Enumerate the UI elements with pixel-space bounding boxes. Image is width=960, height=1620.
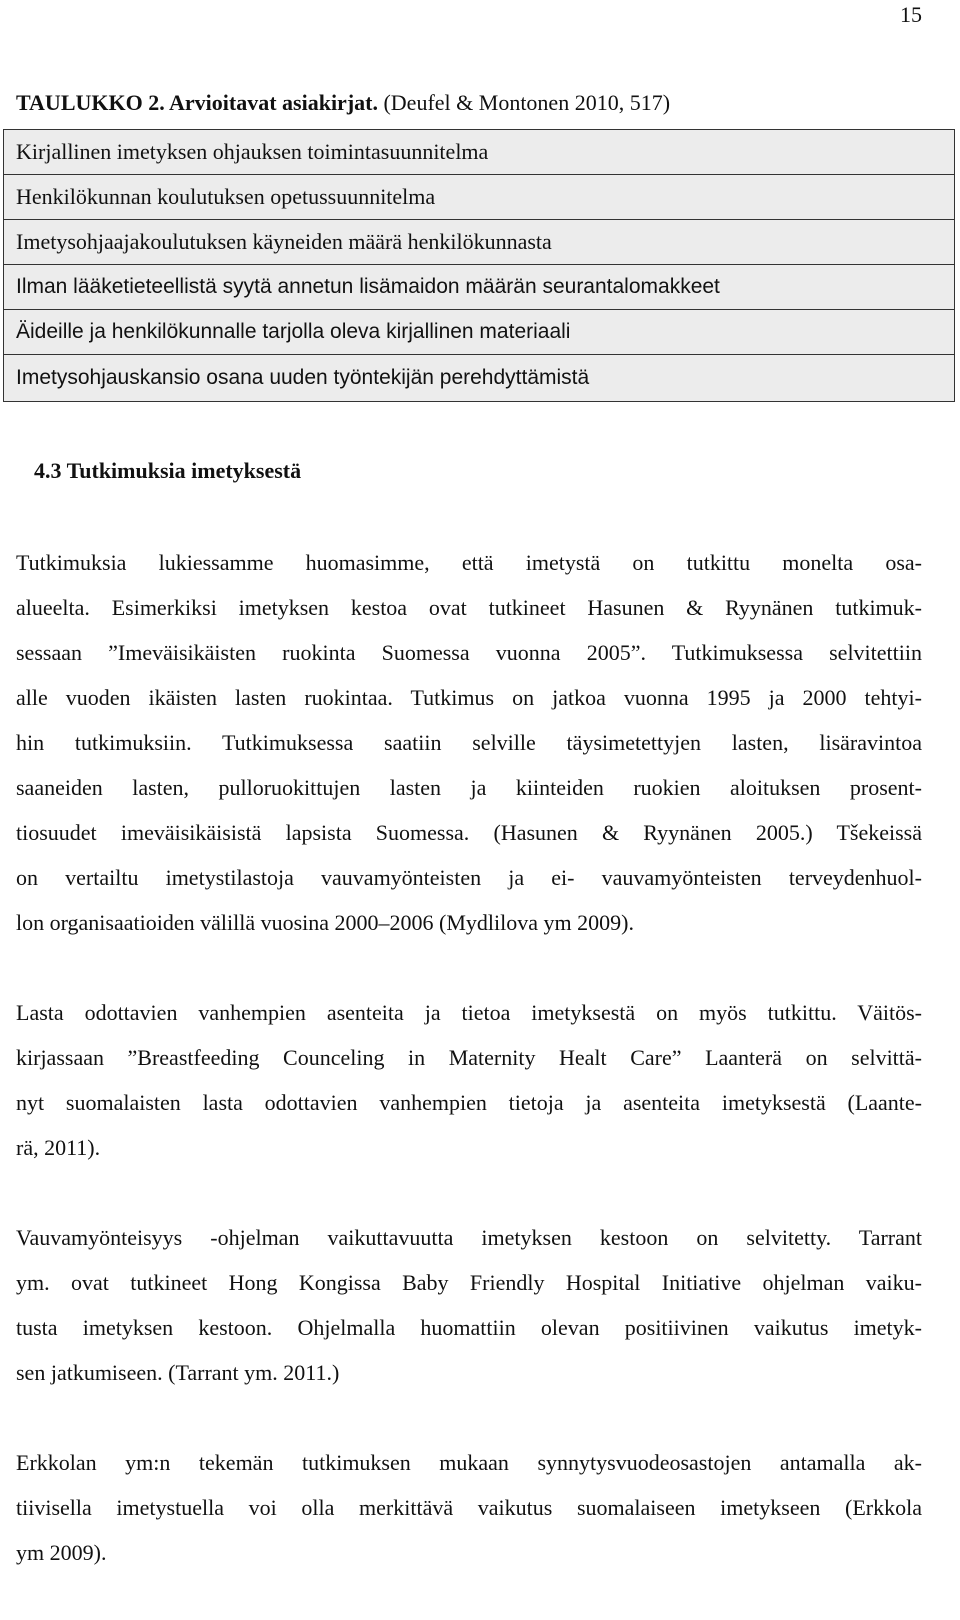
table-cell: Äideille ja henkilökunnalle tarjolla oleva kirjallinen materiaali — [4, 310, 955, 355]
table-cell: Henkilökunnan koulutuksen opetussuunnitelma — [4, 175, 955, 220]
table-cell: Ilman lääketieteellistä syytä annetun lisämaidon määrän seurantalomakkeet — [4, 265, 955, 310]
table-row — [4, 265, 955, 310]
text-line: tiosuudet imeväisikäisistä lapsista Suomessa. (Hasunen & Ryynänen 2005.) Tšekeissä — [16, 820, 922, 845]
text-line: Lasta odottavien vanhempien asenteita ja tietoa imetyksestä on myös tutkittu. Väitös- — [16, 1000, 922, 1025]
text-line: Erkkolan ym:n tekemän tutkimuksen mukaan synnytysvuodeosastojen antamalla ak- — [16, 1450, 922, 1475]
table-caption-source: (Deufel & Montonen 2010, 517) — [377, 90, 671, 115]
section-heading: 4.3 Tutkimuksia imetyksestä — [34, 458, 302, 483]
text-line: tusta imetyksen kestoon. Ohjelmalla huomattiin olevan positiivinen vaikutus imetyk- — [16, 1315, 922, 1340]
text-line: alueelta. Esimerkiksi imetyksen kestoa ovat tutkineet Hasunen & Ryynänen tutkimuk- — [16, 595, 922, 620]
text-line: saaneiden lasten, pulloruokittujen lasten ja kiinteiden ruokien aloituksen prosent- — [16, 775, 922, 800]
text-line: ym 2009). — [16, 1540, 107, 1565]
table-row — [4, 175, 955, 220]
paragraph-parent-attitudes — [16, 990, 922, 1170]
text-line: rä, 2011). — [16, 1135, 101, 1160]
table-caption-label: TAULUKKO 2. Arvioitavat asiakirjat. — [16, 90, 378, 115]
text-line: sen jatkumiseen. (Tarrant ym. 2011.) — [16, 1360, 340, 1385]
page-number: 15 — [900, 2, 922, 27]
table-cell: Imetysohjauskansio osana uuden työntekijän perehdyttämistä — [4, 355, 955, 402]
table-row — [4, 130, 955, 175]
table-row — [4, 355, 955, 402]
text-line: ym. ovat tutkineet Hong Kongissa Baby Friendly Hospital Initiative ohjelman vaiku- — [16, 1270, 922, 1295]
text-line: Vauvamyönteisyys -ohjelman vaikuttavuutta imetyksen kestoon on selvitetty. Tarrant — [16, 1225, 922, 1250]
table-caption — [16, 90, 916, 116]
paragraph-baby-friendly — [16, 1215, 922, 1395]
paragraph-research-overview — [16, 540, 922, 945]
text-line: lon organisaatioiden välillä vuosina 2000–2006 (Mydlilova ym 2009). — [16, 910, 634, 935]
text-line: on vertailtu imetystilastoja vauvamyönteisten ja ei- vauvamyönteisten terveydenhuol- — [16, 865, 922, 890]
table-row — [4, 220, 955, 265]
text-line: alle vuoden ikäisten lasten ruokintaa. Tutkimus on jatkoa vuonna 1995 ja 2000 tehtyi- — [16, 685, 922, 710]
text-line: hin tutkimuksiin. Tutkimuksessa saatiin selville täysimetettyjen lasten, lisäravintoa — [16, 730, 922, 755]
text-line: tiivisella imetystuella voi olla merkittävä vaikutus suomalaiseen imetykseen (Erkkola — [16, 1495, 922, 1520]
text-line: kirjassaan ”Breastfeeding Counceling in Maternity Healt Care” Laanterä on selvittä- — [16, 1045, 922, 1070]
table-cell: Kirjallinen imetyksen ohjauksen toimintasuunnitelma — [4, 130, 955, 175]
documents-table — [3, 129, 955, 402]
table-row — [4, 310, 955, 355]
text-line: nyt suomalaisten lasta odottavien vanhempien tietoja ja asenteita imetyksestä (Laante- — [16, 1090, 922, 1115]
text-line: sessaan ”Imeväisikäisten ruokinta Suomessa vuonna 2005”. Tutkimuksessa selvitettiin — [16, 640, 922, 665]
paragraph-erkkola — [16, 1440, 922, 1575]
table-cell: Imetysohjaajakoulutuksen käyneiden määrä henkilökunnasta — [4, 220, 955, 265]
text-line: Tutkimuksia lukiessamme huomasimme, että imetystä on tutkittu monelta osa- — [16, 550, 922, 575]
